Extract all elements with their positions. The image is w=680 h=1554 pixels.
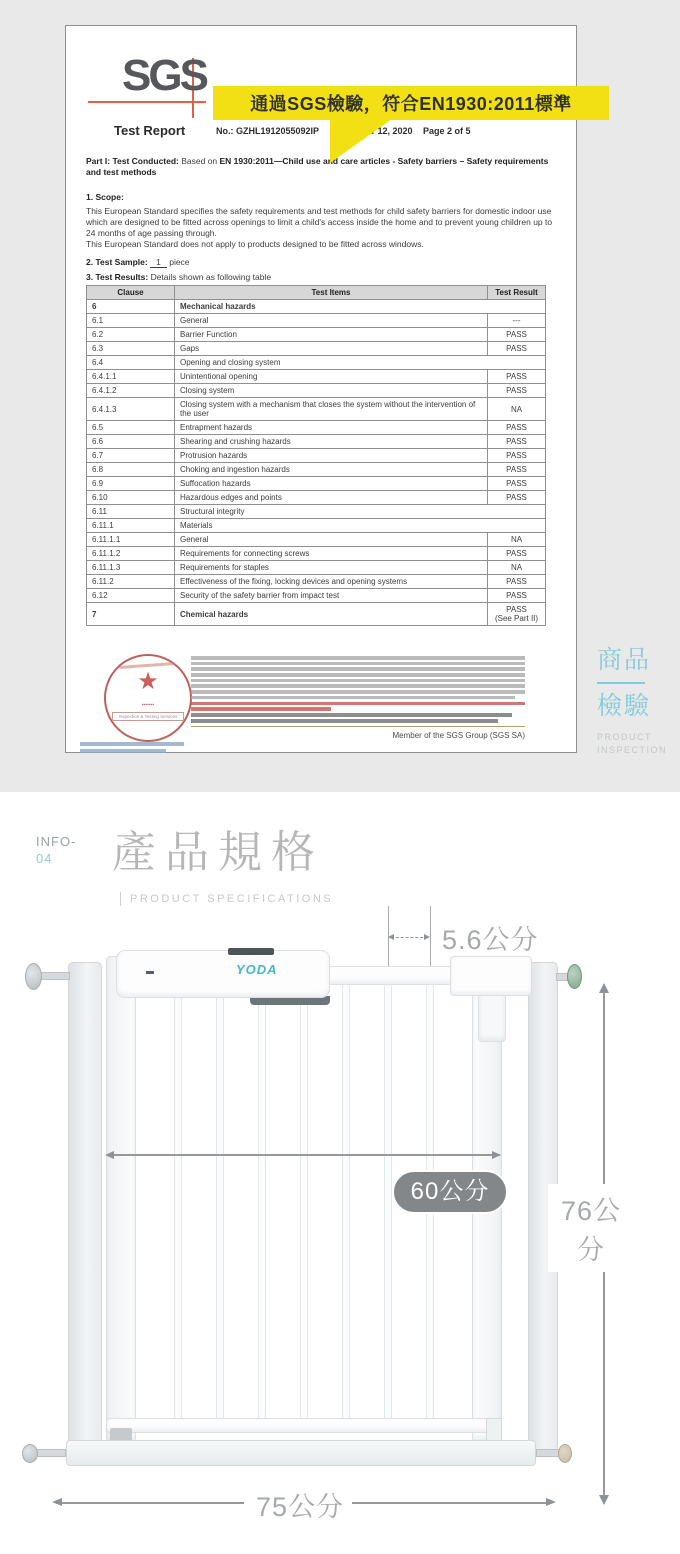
table-row: 6.4.1.1 Unintentional opening PASS bbox=[87, 370, 546, 384]
part1-heading: Part I: Test Conducted: bbox=[86, 156, 179, 166]
scope-text-2: This European Standard does not apply to products designed to be fitted across windows. bbox=[86, 239, 424, 249]
table-row: 6.3 Gaps PASS bbox=[87, 342, 546, 356]
gate-bar bbox=[216, 984, 224, 1420]
bar-gap-arrow bbox=[391, 937, 428, 938]
fine-print-line bbox=[191, 696, 515, 700]
table-row: 6.9 Suffocation hazards PASS bbox=[87, 477, 546, 491]
section-side-label bbox=[597, 645, 667, 757]
results-heading: 3. Test Results: bbox=[86, 272, 149, 282]
bottom-mount-bar bbox=[66, 1440, 536, 1466]
table-row: 6 Mechanical hazards bbox=[87, 300, 546, 314]
red-seal-stamp bbox=[104, 654, 192, 742]
results-table-body bbox=[87, 300, 546, 626]
fine-print-line bbox=[191, 656, 525, 660]
dim-height: 76公分 bbox=[548, 1184, 634, 1272]
arrow-right-icon bbox=[424, 934, 430, 940]
table-row: 6.1 General --- bbox=[87, 314, 546, 328]
table-header-clause: Clause bbox=[87, 286, 175, 300]
bottom-knob-stem bbox=[536, 1449, 560, 1457]
table-row: 6.4.1.3 Closing system with a mechanism that closes the system without the intervention of the user NA bbox=[87, 398, 546, 421]
scope-paragraph bbox=[86, 206, 558, 250]
table-row: 6.11.1 Materials bbox=[87, 519, 546, 533]
table-row: 6.7 Protrusion hazards PASS bbox=[87, 449, 546, 463]
side-label-en: PRODUCT INSPECTION bbox=[597, 732, 668, 755]
outer-width-arrow-left bbox=[56, 1502, 244, 1504]
table-header-items: Test Items bbox=[175, 286, 488, 300]
table-header-row bbox=[87, 286, 546, 300]
gate-bar bbox=[258, 984, 266, 1420]
table-row: 6.4 Opening and closing system bbox=[87, 356, 546, 370]
dim-outer-width: 75公分 bbox=[255, 1492, 345, 1522]
sgs-logo-text: SGS bbox=[122, 51, 206, 100]
brand-logo: YODA bbox=[236, 962, 278, 977]
table-row: 6.11 Structural integrity bbox=[87, 505, 546, 519]
pressure-knob bbox=[25, 963, 42, 990]
address-line bbox=[191, 713, 512, 717]
pressure-knob-stem bbox=[41, 972, 70, 980]
arrow-right-icon bbox=[492, 1151, 501, 1159]
lock-flap bbox=[478, 994, 506, 1042]
part1-standard: EN 1930:2011—Child use and care articles - Safety barriers – Safety requirements and test methods bbox=[86, 156, 549, 177]
table-row: 6.2 Barrier Function PASS bbox=[87, 328, 546, 342]
gate-bar bbox=[384, 984, 392, 1420]
arrow-left-icon bbox=[105, 1151, 114, 1159]
fine-print-line bbox=[80, 742, 184, 746]
sgs-pass-banner-text: 通過SGS檢驗，符合EN1930:2011標準 bbox=[250, 94, 572, 114]
scope-text-1: This European Standard specifies the safety requirements and test methods for child safety barriers for domestic indoor use which are designed to be fitted across openings to limit a child's access inside the home and to prevent young children up to 24 months of age passing through. bbox=[86, 206, 553, 238]
bottom-knob-stem bbox=[36, 1449, 66, 1457]
banner-tail bbox=[330, 119, 392, 163]
results-table bbox=[86, 285, 546, 626]
table-row: 7 Chemical hazards PASS (See Part II) bbox=[87, 603, 546, 626]
fine-print-line bbox=[191, 673, 525, 677]
sample-unit: piece bbox=[169, 257, 190, 267]
gate-bar bbox=[300, 984, 308, 1420]
left-wall-post bbox=[68, 962, 102, 1456]
report-page: Page 2 of 5 bbox=[423, 126, 471, 136]
outer-width-arrow-right bbox=[352, 1502, 548, 1504]
bottom-bracket-right bbox=[486, 1418, 502, 1442]
gate-handle-assembly bbox=[116, 950, 330, 998]
sgs-logo-hline bbox=[88, 101, 206, 103]
sgs-pass-banner bbox=[213, 86, 609, 120]
inner-width-arrow bbox=[108, 1154, 500, 1156]
bottom-knob bbox=[22, 1444, 38, 1463]
address-divider bbox=[191, 726, 525, 727]
results-text: Details shown as following table bbox=[148, 272, 272, 282]
handle-indicator bbox=[146, 971, 154, 974]
stamp-cn-text: ▪▪▪▪▪▪▪ bbox=[141, 702, 155, 708]
part1-paragraph bbox=[86, 156, 558, 178]
arrow-left-icon bbox=[388, 934, 394, 940]
part1-basedon: Based on bbox=[178, 156, 220, 166]
side-label-divider bbox=[597, 682, 645, 684]
report-title: Test Report bbox=[114, 123, 186, 138]
table-header-result: Test Result bbox=[488, 286, 546, 300]
arrow-left-icon bbox=[52, 1498, 62, 1506]
sample-value: 1 bbox=[150, 257, 167, 268]
table-row: 6.11.2 Effectiveness of the fixing, locking devices and opening systems PASS bbox=[87, 575, 546, 589]
spec-subtitle: PRODUCT SPECIFICATIONS bbox=[120, 892, 333, 906]
table-row: 6.8 Choking and ingestion hazards PASS bbox=[87, 463, 546, 477]
fine-print-line bbox=[191, 679, 525, 683]
gate-bar bbox=[342, 984, 350, 1420]
scope-heading: 1. Scope: bbox=[86, 192, 124, 202]
sample-line bbox=[86, 257, 558, 268]
info-number: 04 bbox=[36, 851, 53, 866]
stamp-caption: Inspection & Testing Services bbox=[112, 712, 184, 721]
table-row: 6.4.1.2 Closing system PASS bbox=[87, 384, 546, 398]
report-date: Date: Mar 12, 2020 bbox=[334, 126, 413, 136]
sgs-logo bbox=[100, 52, 230, 116]
gate-lock-housing bbox=[450, 956, 532, 996]
report-number: No.: GZHL1912055092IP bbox=[216, 126, 320, 136]
dim-bar-gap: 5.6公分 bbox=[442, 925, 539, 955]
side-label-cn-2: 檢驗 bbox=[597, 692, 652, 720]
gate-bottom-rail bbox=[106, 1418, 502, 1433]
bottom-knob bbox=[558, 1444, 572, 1463]
arrow-up-icon bbox=[599, 983, 609, 993]
gate-left-stile bbox=[106, 956, 136, 1442]
fine-print-line bbox=[80, 749, 166, 753]
arrow-right-icon bbox=[546, 1498, 556, 1506]
table-row: 6.12 Security of the safety barrier from impact test PASS bbox=[87, 589, 546, 603]
fine-print-line-red bbox=[191, 707, 331, 711]
table-row: 6.10 Hazardous edges and points PASS bbox=[87, 491, 546, 505]
spec-title: 產品規格 bbox=[112, 828, 324, 877]
star-icon: ★ bbox=[137, 668, 159, 695]
fine-print-line bbox=[191, 662, 525, 666]
table-row: 6.11.1.3 Requirements for staples NA bbox=[87, 561, 546, 575]
terms-fine-print bbox=[191, 656, 525, 740]
table-row: 6.11.1.2 Requirements for connecting screws PASS bbox=[87, 547, 546, 561]
gate-bar bbox=[174, 984, 182, 1420]
sample-heading: 2. Test Sample: bbox=[86, 257, 148, 267]
report-header-row bbox=[66, 123, 578, 142]
handle-latch-cap bbox=[228, 948, 274, 955]
table-row: 6.6 Shearing and crushing hazards PASS bbox=[87, 435, 546, 449]
pressure-knob-green bbox=[567, 964, 582, 989]
fine-print-line bbox=[191, 690, 525, 694]
arrow-down-icon bbox=[599, 1495, 609, 1505]
fine-print-line bbox=[191, 684, 525, 688]
side-label-cn-1: 商品 bbox=[597, 646, 652, 674]
address-line bbox=[191, 719, 498, 723]
fine-print-line-red bbox=[191, 702, 525, 706]
table-row: 6.11.1.1 General NA bbox=[87, 533, 546, 547]
results-line bbox=[86, 272, 558, 283]
stamp-side-text bbox=[80, 742, 184, 753]
fine-print-line bbox=[191, 667, 525, 671]
table-row: 6.5 Entrapment hazards PASS bbox=[87, 421, 546, 435]
member-note: Member of the SGS Group (SGS SA) bbox=[392, 731, 525, 741]
info-label: INFO- bbox=[36, 834, 77, 849]
sgs-certificate-sheet bbox=[65, 25, 577, 753]
inner-width-badge: 60公分 bbox=[392, 1170, 508, 1214]
